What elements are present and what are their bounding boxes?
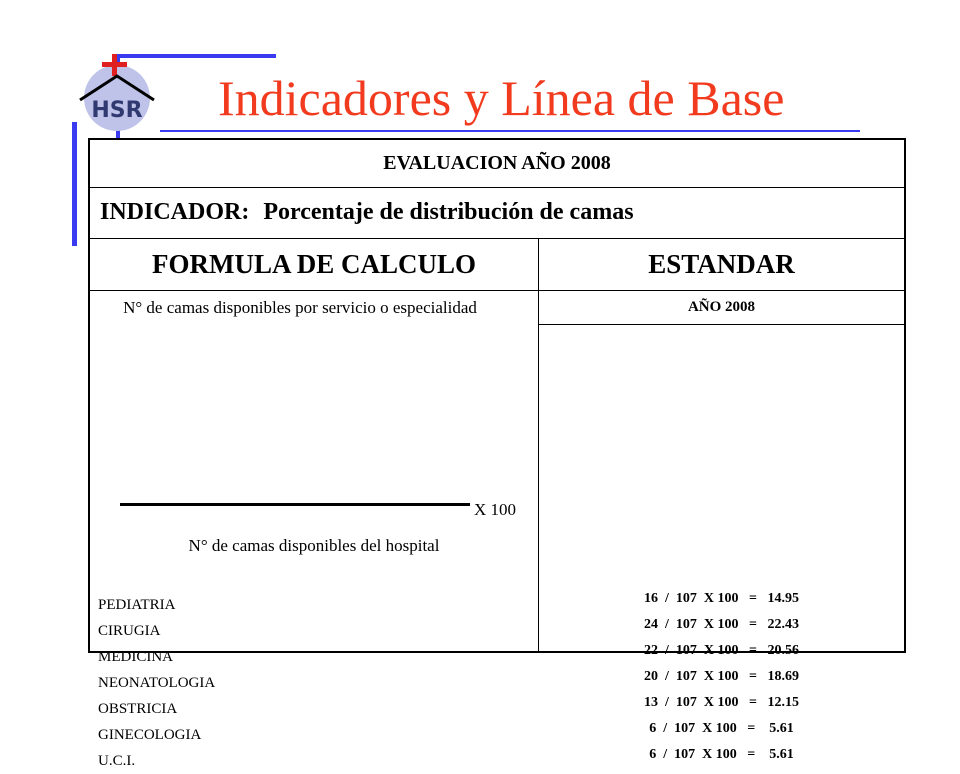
calculation-item: 6 / 107 X 100 = 5.61 bbox=[649, 747, 794, 762]
formula-header: FORMULA DE CALCULO bbox=[151, 248, 476, 279]
calculation-item: 6 / 107 X 100 = 5.61 bbox=[649, 721, 794, 736]
calculation-item: 13 / 107 X 100 = 12.15 bbox=[644, 695, 799, 710]
logo-text: HSR bbox=[91, 98, 143, 123]
formula-numerator: N° de camas disponibles por servicio o especialidad bbox=[123, 298, 477, 317]
accent-line-left-lower bbox=[72, 122, 77, 246]
service-item: NEONATOLOGIA bbox=[98, 675, 216, 691]
standard-header: ESTANDAR bbox=[648, 248, 795, 279]
year-header: AÑO 2008 bbox=[539, 290, 904, 325]
indicator-cell bbox=[90, 187, 904, 238]
service-item: U.C.I. bbox=[98, 753, 136, 769]
indicator-label: INDICADOR: bbox=[100, 199, 250, 225]
service-item: PEDIATRIA bbox=[98, 597, 176, 613]
formula-multiplier: X 100 bbox=[474, 500, 517, 519]
calculation-item: 24 / 107 X 100 = 22.43 bbox=[644, 617, 799, 632]
calculation-item: 16 / 107 X 100 = 14.95 bbox=[644, 591, 799, 606]
calculations-list bbox=[539, 586, 904, 768]
column-header-row bbox=[90, 238, 904, 291]
formula-denominator: N° de camas disponibles del hospital bbox=[188, 536, 440, 555]
standard-cell bbox=[539, 290, 904, 762]
slide-title: Indicadores y Línea de Base bbox=[218, 70, 785, 126]
formula-cell bbox=[90, 290, 538, 769]
accent-line-title-underline bbox=[160, 130, 860, 132]
hospital-logo bbox=[72, 52, 162, 132]
evaluation-header: EVALUACION AÑO 2008 bbox=[383, 152, 611, 174]
indicator-table bbox=[88, 138, 906, 769]
evaluation-row bbox=[90, 140, 904, 188]
calculation-item: 22 / 107 X 100 = 20.56 bbox=[644, 643, 799, 658]
service-item: OBSTRICIA bbox=[98, 701, 178, 717]
indicator-row bbox=[90, 187, 904, 239]
calculation-item: 20 / 107 X 100 = 18.69 bbox=[644, 669, 799, 684]
logo-cross-horizontal bbox=[102, 62, 127, 67]
service-item: MEDICINA bbox=[98, 649, 173, 665]
service-item: CIRUGIA bbox=[98, 623, 161, 639]
indicator-value: Porcentaje de distribución de camas bbox=[263, 199, 634, 225]
services-list bbox=[98, 592, 215, 774]
fraction-line bbox=[120, 503, 470, 506]
service-item: GINECOLOGIA bbox=[98, 727, 202, 743]
